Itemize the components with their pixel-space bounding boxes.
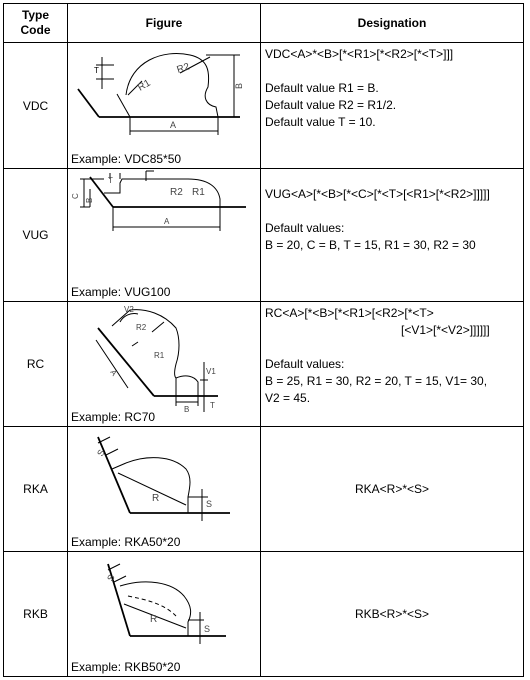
designation-cell bbox=[261, 552, 524, 677]
fig-label-r1: R1 bbox=[154, 351, 165, 360]
designation-line: B = 20, C = B, T = 15, R1 = 30, R2 = 30 bbox=[265, 238, 476, 252]
fig-label-t: T bbox=[210, 401, 215, 410]
designation-table bbox=[3, 3, 524, 677]
fig-label-v2: V2 bbox=[124, 305, 134, 314]
figure-cell bbox=[68, 427, 261, 552]
table-row bbox=[4, 169, 524, 302]
header-type-code: Type Code bbox=[4, 4, 68, 43]
figure-cell bbox=[68, 43, 261, 169]
example-text: Example: RKB50*20 bbox=[71, 660, 181, 674]
type-code-cell: RC bbox=[4, 302, 68, 427]
fig-label-s-top: S bbox=[105, 572, 117, 583]
fig-label-r2: R2 bbox=[170, 187, 183, 198]
header-figure: Figure bbox=[68, 4, 261, 43]
vug-figure bbox=[68, 169, 261, 302]
designation-cell bbox=[261, 169, 524, 302]
fig-label-s-side: S bbox=[204, 624, 211, 634]
type-code-cell: RKB bbox=[4, 552, 68, 677]
fig-label-t: T bbox=[94, 66, 99, 75]
designation-line: Default values: bbox=[265, 357, 345, 371]
rkb-figure bbox=[68, 552, 261, 677]
designation-gap bbox=[265, 63, 519, 80]
designation-line: B = 25, R1 = 30, R2 = 20, T = 15, V1= 30, bbox=[265, 374, 488, 388]
type-code-cell: VDC bbox=[4, 43, 68, 169]
designation-cell bbox=[261, 43, 524, 169]
designation-line: V2 = 45. bbox=[265, 391, 311, 405]
fig-label-c: C bbox=[71, 193, 80, 199]
designation-gap bbox=[265, 203, 519, 220]
fig-label-r: R bbox=[150, 614, 158, 625]
figure-cell bbox=[68, 552, 261, 677]
designation-line: Default value T = 10. bbox=[265, 115, 376, 129]
fig-label-s-top: S bbox=[95, 447, 107, 458]
designation-syntax: RKB<R>*<S> bbox=[354, 606, 430, 621]
designation-gap bbox=[265, 339, 519, 356]
table-row bbox=[4, 552, 524, 677]
rka-figure bbox=[68, 427, 261, 552]
rc-figure bbox=[68, 302, 261, 427]
vdc-figure bbox=[68, 43, 261, 169]
example-text: Example: RC70 bbox=[71, 410, 156, 424]
designation-line: Default value R2 = R1/2. bbox=[265, 98, 397, 112]
designation-line: Default value R1 = B. bbox=[265, 81, 379, 95]
fig-label-a: A bbox=[164, 217, 170, 226]
designation-cell bbox=[261, 302, 524, 427]
fig-label-a: A bbox=[170, 120, 177, 130]
designation-syntax: VUG<A>[*<B>[*<C>[*<T>[<R1>[*<R2>]]]]] bbox=[265, 187, 490, 201]
fig-label-r: R bbox=[152, 493, 160, 504]
type-code-cell: RKA bbox=[4, 427, 68, 552]
example-text: Example: VDC85*50 bbox=[71, 152, 182, 166]
example-text: Example: VUG100 bbox=[71, 285, 171, 299]
fig-label-v1: V1 bbox=[206, 367, 216, 376]
fig-label-b: B bbox=[85, 197, 94, 203]
figure-cell bbox=[68, 302, 261, 427]
fig-label-r1: R1 bbox=[136, 77, 153, 94]
header-row bbox=[4, 4, 524, 43]
fig-label-b: B bbox=[234, 82, 244, 89]
fig-label-r2: R2 bbox=[136, 323, 147, 332]
designation-syntax: RC<A>[*<B>[*<R1>[<R2>[*<T> bbox=[265, 306, 434, 320]
fig-label-t: T bbox=[108, 176, 113, 185]
designation-syntax: VDC<A>*<B>[*<R1>[*<R2>[*<T>]]] bbox=[265, 47, 454, 61]
fig-label-r1: R1 bbox=[192, 187, 205, 198]
designation-cell bbox=[261, 427, 524, 552]
table-row bbox=[4, 43, 524, 169]
fig-label-r2: R2 bbox=[175, 61, 192, 76]
designation-line: Default values: bbox=[265, 221, 345, 235]
designation-syntax-cont: [<V1>[*<V2>]]]]]] bbox=[401, 323, 490, 337]
header-designation: Designation bbox=[261, 4, 524, 43]
example-text: Example: RKA50*20 bbox=[71, 535, 181, 549]
fig-label-a: A bbox=[108, 367, 119, 378]
figure-cell bbox=[68, 169, 261, 302]
fig-label-b: B bbox=[184, 405, 190, 414]
fig-label-s-side: S bbox=[206, 499, 213, 509]
designation-syntax: RKA<R>*<S> bbox=[354, 481, 430, 496]
type-code-cell: VUG bbox=[4, 169, 68, 302]
table-row bbox=[4, 427, 524, 552]
table-row bbox=[4, 302, 524, 427]
